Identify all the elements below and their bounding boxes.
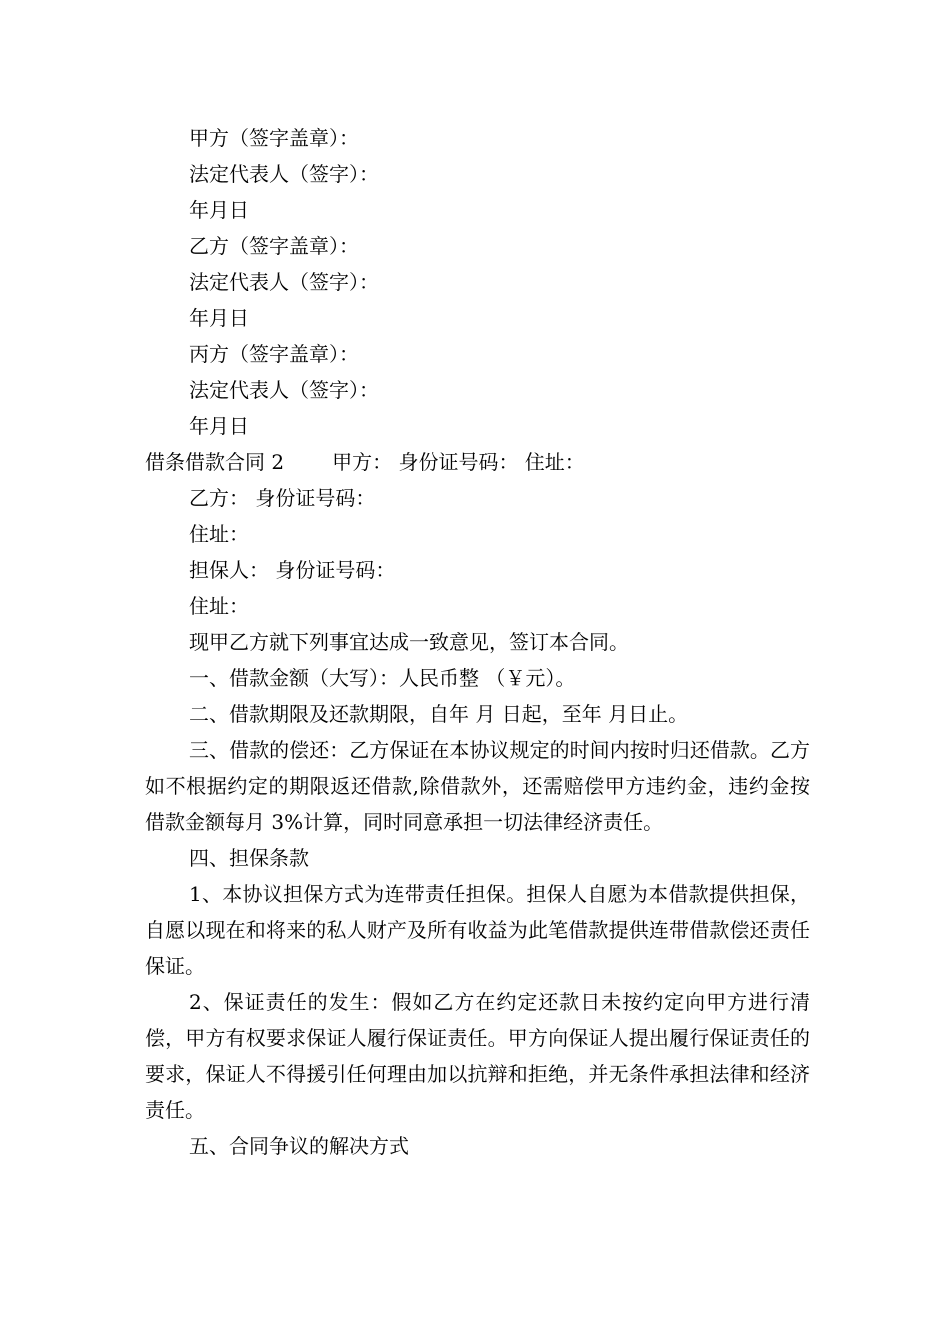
guarantor-address: 住址：	[189, 594, 249, 618]
party-c-signature-line: 丙方（签字盖章）：	[189, 342, 359, 366]
party-b-date-line: 年月日	[189, 306, 249, 330]
party-c-date-line: 年月日	[189, 414, 249, 438]
party-b-info: 乙方： 身份证号码：	[189, 486, 376, 510]
contract-intro: 现甲乙方就下列事宜达成一致意见，签订本合同。	[189, 630, 629, 654]
party-c-representative-line: 法定代表人（签字）：	[189, 378, 379, 402]
party-b-address: 住址：	[189, 522, 249, 546]
party-b-representative-line: 法定代表人（签字）：	[189, 270, 379, 294]
clause-repayment: 三、借款的偿还：乙方保证在本协议规定的时间内按时归还借款。乙方如不根据约定的期限返还借款,除借款外，还需赔偿甲方违约金，违约金按借款金额每月 3%计算，同时同意承担一切法律经济责任。	[145, 738, 810, 834]
clause-loan-amount: 一、借款金额（大写）：人民币整 （￥元）。	[189, 666, 576, 690]
party-a-date-line: 年月日	[189, 198, 249, 222]
clause-loan-term: 二、借款期限及还款期限，自年 月 日起，至年 月日止。	[189, 702, 689, 726]
document-body	[145, 120, 810, 1164]
party-b-signature-line: 乙方（签字盖章）：	[189, 234, 359, 258]
contract-title: 借条借款合同 2	[145, 450, 285, 474]
guarantor-info: 担保人： 身份证号码：	[189, 558, 396, 582]
clause-dispute-title: 五、合同争议的解决方式	[189, 1134, 409, 1158]
clause-guarantee-1: 1、本协议担保方式为连带责任担保。担保人自愿为本借款提供担保，自愿以现在和将来的私人财产及所有收益为此笔借款提供连带借款偿还责任保证。	[145, 882, 810, 978]
party-a-info: 甲方： 身份证号码： 住址：	[332, 450, 585, 474]
contract-title-row	[145, 444, 810, 480]
clause-guarantee-2: 2、保证责任的发生：假如乙方在约定还款日未按约定向甲方进行清偿，甲方有权要求保证人履行保证责任。甲方向保证人提出履行保证责任的要求，保证人不得援引任何理由加以抗辩和拒绝，并无条件承担法律和经济责任。	[145, 990, 810, 1122]
party-a-signature-line: 甲方（签字盖章）：	[189, 126, 359, 150]
party-a-representative-line: 法定代表人（签字）：	[189, 162, 379, 186]
clause-guarantee-title: 四、担保条款	[189, 846, 309, 870]
